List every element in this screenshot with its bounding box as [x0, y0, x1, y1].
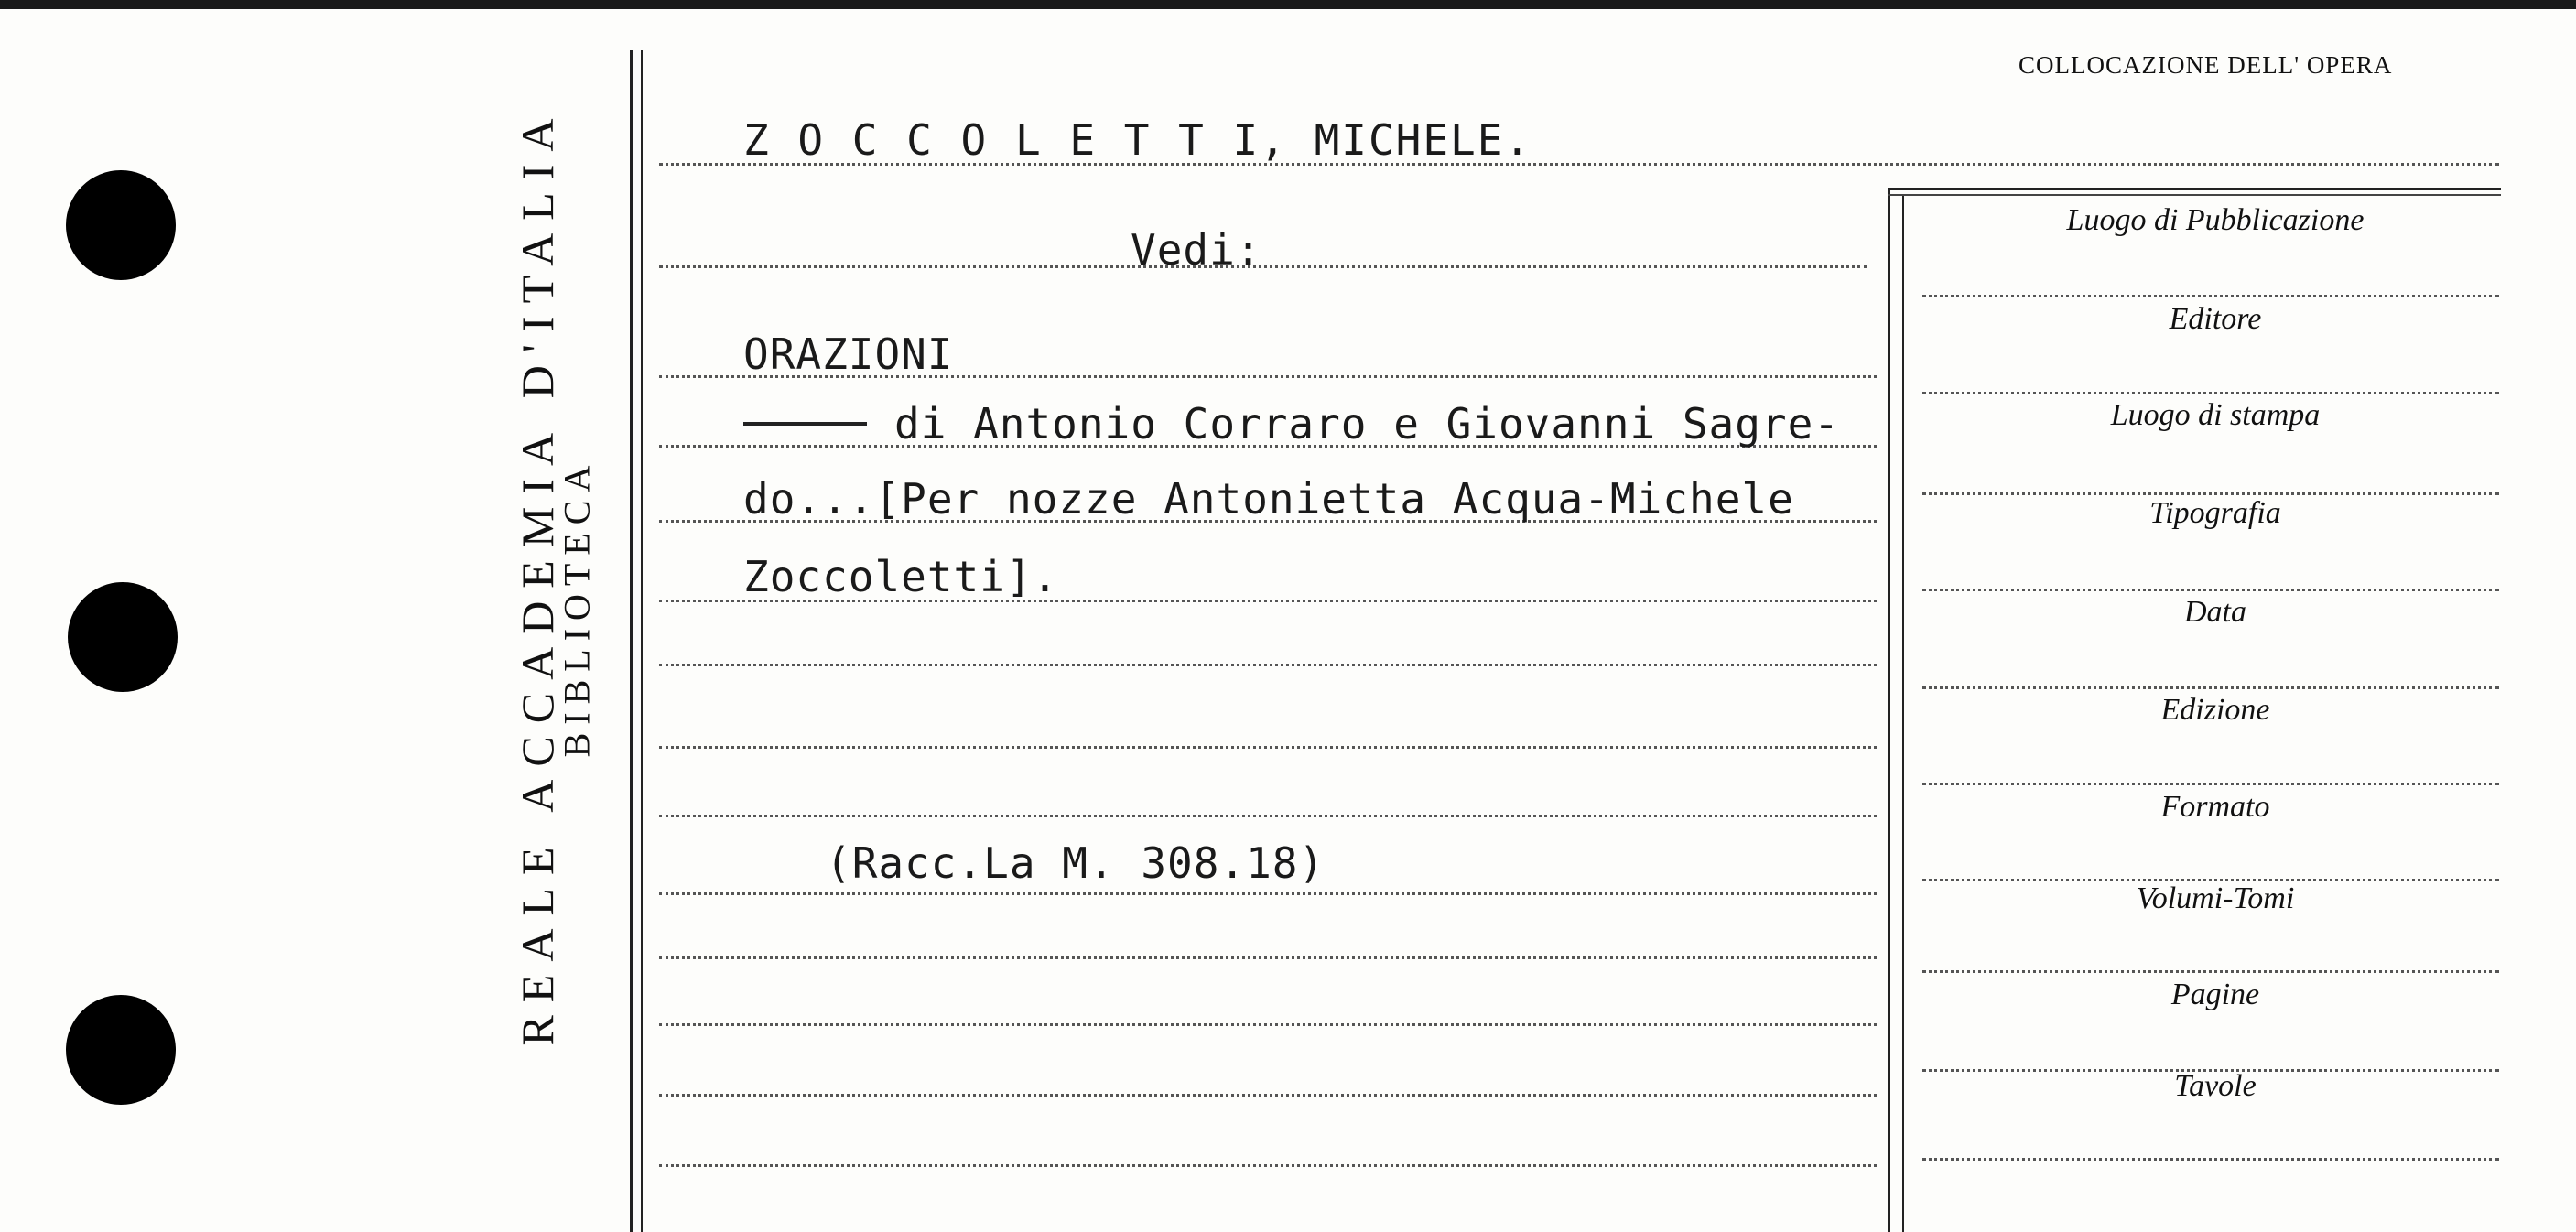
dotted-line [659, 1094, 1877, 1097]
field-label-formato: Formato [2160, 790, 2270, 824]
field-label-luogo-stampa: Luogo di stampa [2110, 398, 2321, 432]
box-rule-outer [1888, 188, 1890, 1232]
field-dotted-line [1922, 970, 2499, 973]
dotted-line [659, 1023, 1877, 1026]
field-label-edizione: Edizione [2160, 693, 2270, 727]
field-dotted-line [1922, 686, 2499, 689]
entry-line-2: do...[Per nozze Antonietta Acqua-Michele [743, 474, 1794, 524]
dotted-line [659, 1164, 1877, 1167]
field-label-luogo-pubblicazione: Luogo di Pubblicazione [2066, 203, 2365, 237]
punch-hole-middle [68, 582, 178, 692]
entry-line-3: Zoccoletti]. [743, 552, 1059, 601]
author-heading: Z O C C O L E T T I, MICHELE. [743, 115, 1532, 165]
collocazione-label: COLLOCAZIONE DELL' OPERA [2019, 51, 2393, 79]
shelfmark: (Racc.La M. 308.18) [826, 838, 1326, 888]
box-top-rule-inner [1888, 194, 2501, 196]
entry-line-1-text: di Antonio Corraro e Giovanni Sagre- [894, 399, 1840, 448]
dotted-line [659, 815, 1877, 817]
dotted-line [659, 265, 1867, 268]
entry-line-1 [743, 399, 1840, 448]
field-label-pagine: Pagine [2170, 978, 2260, 1011]
left-rule-outer [630, 50, 633, 1232]
field-label-volumi-tomi: Volumi-Tomi [2136, 881, 2295, 915]
field-dotted-line [1922, 1158, 2499, 1161]
box-rule-inner [1902, 194, 1904, 1232]
field-label-data: Data [2184, 595, 2246, 629]
punch-hole-bottom [66, 995, 176, 1105]
punch-hole-top [66, 170, 176, 280]
field-dotted-line [1922, 295, 2499, 297]
field-label-editore: Editore [2169, 302, 2262, 336]
left-rule-inner [641, 50, 643, 1232]
field-dotted-line [1922, 783, 2499, 785]
department-name: BIBLIOTECA [556, 457, 598, 758]
entry-title: ORAZIONI [743, 330, 954, 379]
dotted-line [659, 892, 1877, 895]
field-dotted-line [1922, 492, 2499, 495]
box-top-rule [1888, 188, 2501, 190]
field-label-tavole: Tavole [2174, 1069, 2257, 1103]
card-top-edge [0, 0, 2576, 9]
field-dotted-line [1922, 589, 2499, 591]
institution-name: REALE ACCADEMIA D'ITALIA [512, 105, 563, 1046]
field-label-tipografia: Tipografia [2149, 496, 2281, 530]
repeat-dash [743, 422, 867, 426]
see-reference: Vedi: [1131, 225, 1262, 275]
field-dotted-line [1922, 392, 2499, 394]
dotted-line [659, 956, 1877, 959]
dotted-line [659, 664, 1877, 666]
dotted-line [659, 746, 1877, 749]
